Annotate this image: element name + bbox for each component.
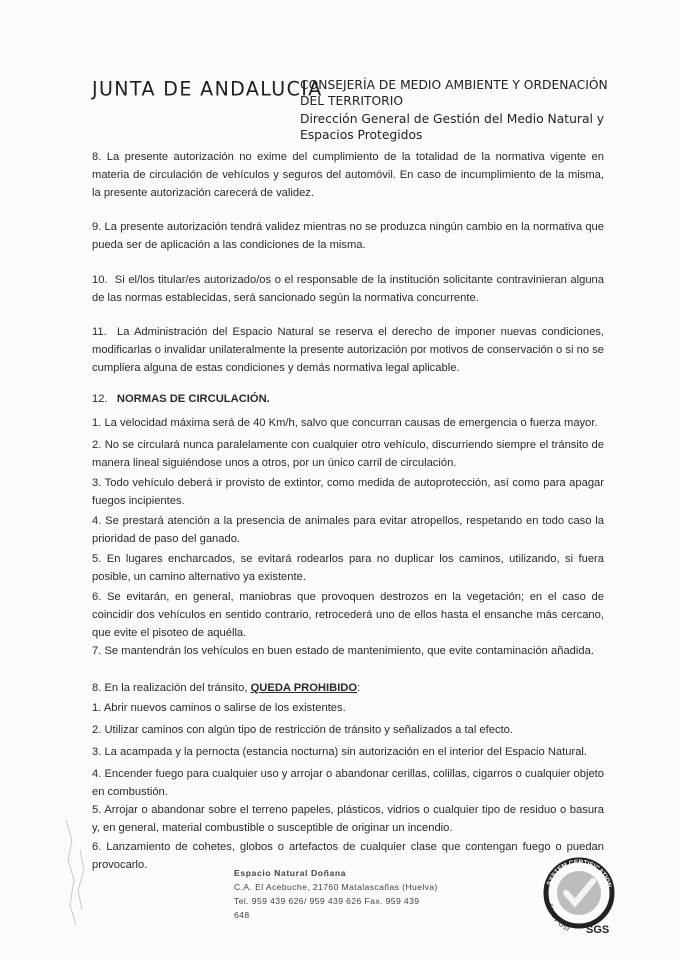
seal-top-text: SYSTEM CERTIFICATION: [546, 858, 613, 889]
item-number: 4.: [92, 768, 102, 780]
seal-iso-text: ISO 14001: [547, 902, 571, 932]
item-text: Encender fuego para cualquier uso y arrojar o abandonar cerillas, colillas, cigarros o cualquier objeto en combustión.: [92, 768, 605, 798]
margin-stamp-marks: [62, 810, 90, 930]
prohibido-item: [92, 765, 604, 801]
norma-item: [92, 436, 604, 472]
condition-text: La presente autorización tendrá validez mientras no se produzca ningún cambio en la normativa que pueda ser de aplicación a las condiciones de la misma.: [92, 221, 604, 251]
item-number: 1.: [92, 417, 102, 429]
section-number: 8.: [92, 682, 102, 694]
footer-phones: Tel. 959 439 626/ 959 439 626 Fax. 959 439: [234, 896, 420, 906]
condition-number: 9.: [92, 221, 102, 233]
item-number: 5.: [92, 804, 102, 816]
condition-9: [92, 218, 604, 254]
item-number: 2.: [92, 439, 102, 451]
section-title: NORMAS DE CIRCULACIÓN.: [116, 393, 270, 405]
footer-street: C.A. El Acebuche, 21760 Matalascañas (Huelva): [234, 882, 438, 892]
direccion-title: Dirección General de Gestión del Medio Natural y Espacios Protegidos: [300, 112, 605, 142]
prohibido-intro: En la realización del tránsito,: [104, 682, 248, 694]
prohibido-item: [92, 721, 604, 739]
seal-brand: SGS: [586, 924, 610, 935]
item-number: 3.: [92, 746, 102, 758]
item-text: Abrir nuevos caminos o salirse de los existentes.: [103, 702, 346, 714]
item-text: Se prestará atención a la presencia de animales para evitar atropellos, respetando en todo caso la prioridad de paso del ganado.: [92, 515, 605, 545]
item-text: Se mantendrán los vehículos en buen estado de mantenimiento, que evite contaminación añadida.: [104, 645, 594, 657]
norma-item: [92, 512, 604, 548]
norma-item: [92, 550, 604, 586]
item-number: 7.: [92, 645, 102, 657]
item-text: La acampada y la pernocta (estancia nocturna) sin autorización en el interior del Espacio Natural.: [104, 746, 588, 758]
letterhead: [0, 76, 679, 146]
prohibido-item: [92, 699, 604, 717]
condition-text: La Administración del Espacio Natural se reserva el derecho de imponer nuevas condiciones, modificarlas o invalidar unilateralmente la presente autorización por motivos de conservación o si no se cumpliera alguna de estas condiciones y demás normativa legal aplicable.: [92, 326, 604, 374]
condition-8: [92, 148, 604, 202]
condition-11: [92, 323, 604, 377]
norma-item: [92, 642, 604, 660]
item-text: Lanzamiento de cohetes, globos o artefactos de cualquier clase que contengan fuego o puedan provocarlo.: [92, 841, 604, 871]
item-text: Utilizar caminos con algún tipo de restricción de tránsito y señalizados a tal efecto.: [104, 724, 514, 736]
condition-number: 11.: [92, 326, 107, 338]
condition-text: Si el/los titular/es autorizado/os o el responsable de la institución solicitante contravinieran alguna de las normas establecidas, será sancionado según la normativa concurrente.: [92, 274, 604, 304]
consejeria-title: CONSEJERÍA DE MEDIO AMBIENTE Y ORDENACIÓN DEL TERRITORIO: [300, 78, 608, 108]
footer-org: Espacio Natural Doñana: [234, 868, 347, 878]
normas-heading: [92, 390, 604, 408]
condition-number: 8.: [92, 151, 102, 163]
norma-item: [92, 474, 604, 510]
prohibido-emphasis: QUEDA PROHIBIDO: [250, 682, 358, 694]
prohibido-item: [92, 743, 604, 761]
item-number: 1.: [92, 702, 102, 714]
condition-text: La presente autorización no exime del cumplimiento de la totalidad de la normativa vigente en materia de circulación de vehículos y seguros del automóvil. En caso de incumplimiento de la misma, la presente autorización carecerá de validez.: [92, 151, 605, 199]
norma-item: [92, 414, 604, 432]
item-number: 4.: [92, 515, 102, 527]
item-number: 5.: [92, 553, 102, 565]
item-text: Se evitarán, en general, maniobras que provoquen destrozos en la vegetación; en el caso de coincidir dos vehículos en sentido contrario, retrocederá uno de ellos hasta el ensanche más cercano, que evite el pisoteo de aquélla.: [92, 591, 604, 639]
section-number: 12.: [92, 393, 108, 405]
junta-logo-text: JUNTA DE ANDALUCIA: [92, 77, 323, 101]
prohibido-item: [92, 801, 604, 837]
item-text: En lugares encharcados, se evitará rodearlos para no duplicar los caminos, utilizando, si fuera posible, un camino alternativo ya existente.: [92, 553, 604, 583]
footer-phones-cont: 648: [234, 910, 250, 920]
item-text: No se circulará nunca paralelamente con cualquier otro vehículo, discurriendo siempre el tránsito de manera lineal siguiéndose unos a otros, por un único carril de circulación.: [92, 439, 604, 469]
colon: :: [357, 682, 361, 694]
item-number: 6.: [92, 591, 102, 603]
norma-item: [92, 588, 604, 642]
item-text: La velocidad máxima será de 40 Km/h, salvo que concurran causas de emergencia o fuerza mayor.: [104, 417, 598, 429]
item-text: Arrojar o abandonar sobre el terreno papeles, plásticos, vidrios o cualquier tipo de residuo o basura y, en general, material combustible o susceptible de originar un incendio.: [92, 804, 604, 834]
condition-number: 10.: [92, 274, 108, 286]
sgs-certification-seal: [540, 851, 618, 935]
item-number: 2.: [92, 724, 102, 736]
item-number: 6.: [92, 841, 102, 853]
prohibido-heading: [92, 679, 604, 697]
item-number: 3.: [92, 477, 102, 489]
footer-address: [234, 866, 474, 922]
condition-10: [92, 271, 604, 307]
item-text: Todo vehículo deberá ir provisto de extintor, como medida de autoprotección, así como para apagar fuegos incipientes.: [92, 477, 604, 507]
